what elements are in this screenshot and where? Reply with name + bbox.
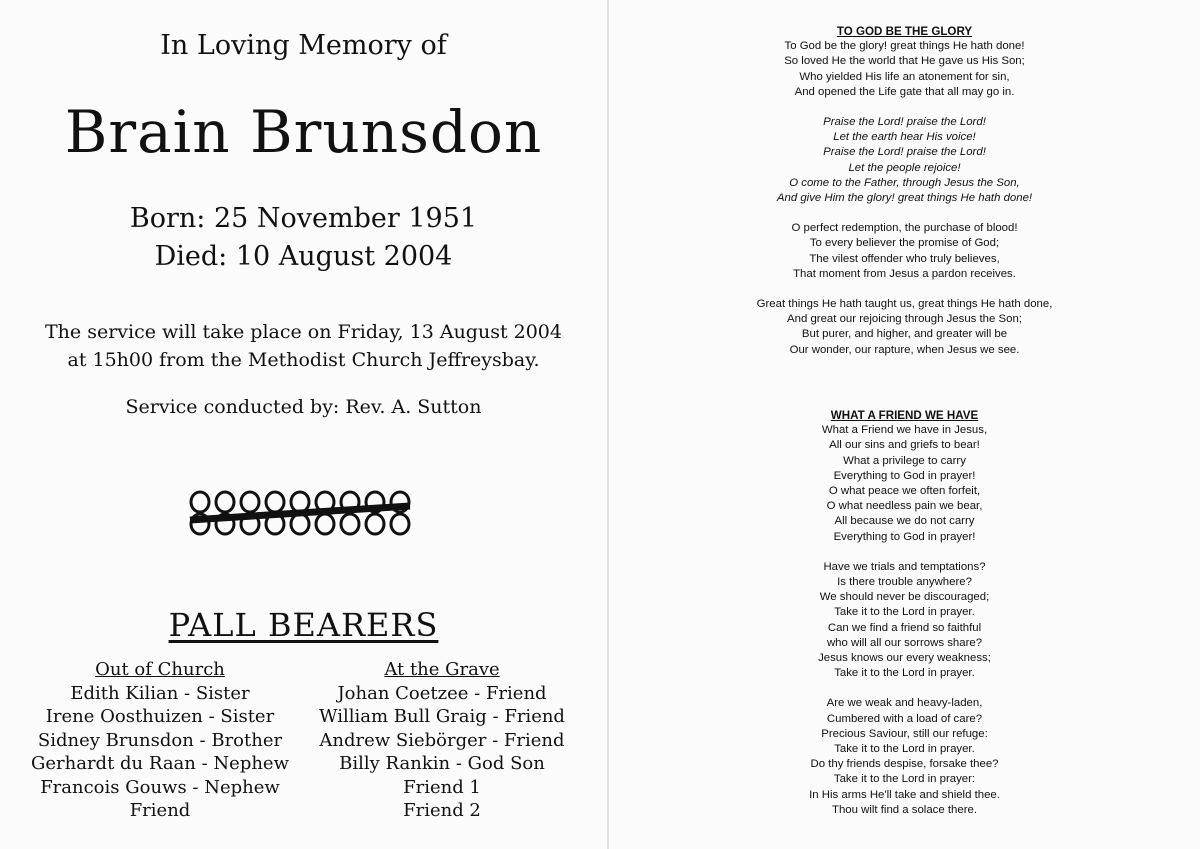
service-details — [0, 318, 607, 374]
pall-bearer-row: Friend 1 — [403, 776, 481, 798]
hymn-line: Is there trouble anywhere? — [837, 576, 972, 589]
hymn-line: The vilest offender who truly believes, — [809, 252, 1000, 265]
hymn-verse — [609, 221, 1200, 282]
hymn-verse — [609, 297, 1200, 358]
pall-bearer-row: Irene Oosthuizen - Sister — [45, 706, 275, 727]
hymn-verse — [609, 696, 1200, 818]
hymn-line: Everything to God in prayer! — [833, 469, 976, 482]
pall-bearer-row: Francois Gouws - Nephew — [40, 776, 280, 798]
hymn-line: Do thy friends despise, forsake thee? — [810, 758, 999, 771]
hymn-line: To God be the glory! great things He hath done! — [784, 40, 1025, 53]
hymn-line: O what needless pain we bear, — [826, 500, 983, 513]
hymn-line: Cumbered with a load of care? — [826, 712, 983, 725]
hymn-line: That moment from Jesus a pardon receives. — [793, 267, 1016, 280]
hymn-line: Take it to the Lord in prayer. — [834, 606, 975, 619]
hymn-line: Our wonder, our rapture, when Jesus we see. — [789, 343, 1020, 356]
out-of-church-column — [20, 658, 300, 823]
service-line-2: at 15h00 from the Methodist Church Jeffreysbay. — [67, 349, 540, 371]
hymn-line: And great our rejoicing through Jesus the Son; — [787, 313, 1022, 326]
pall-bearers-title: PALL BEARERS — [168, 606, 439, 644]
hymn-line: And give Him the glory! great things He hath done! — [776, 192, 1033, 205]
hymn-verse — [609, 560, 1200, 682]
hymn-line: What a Friend we have in Jesus, — [821, 424, 988, 437]
hymn-line: All our sins and griefs to bear! — [829, 439, 980, 452]
hymn-line: What a privilege to carry — [843, 454, 966, 467]
pall-bearer-row: William Bull Graig - Friend — [319, 706, 565, 727]
hymn-line: Are we weak and heavy-laden, — [826, 697, 983, 710]
right-page — [609, 0, 1200, 849]
at-the-grave-column — [302, 658, 582, 823]
hymn-verse — [609, 423, 1200, 545]
pall-bearer-row: Friend — [129, 800, 191, 821]
at-the-grave-heading: At the Grave — [384, 659, 500, 680]
hymn-line: Take it to the Lord in prayer: — [833, 773, 976, 786]
pall-bearer-row: Edith Kilian - Sister — [70, 682, 250, 704]
hymn-line: Take it to the Lord in prayer. — [834, 743, 975, 756]
in-loving-memory-line: In Loving Memory of — [160, 30, 447, 61]
pall-bearer-row: Johan Coetzee - Friend — [337, 682, 547, 704]
hymn-line: All because we do not carry — [834, 515, 975, 528]
life-dates — [0, 200, 607, 276]
hymn-line: Jesus knows our every weakness; — [818, 652, 991, 665]
hymn-line: Precious Saviour, still our refuge: — [821, 727, 988, 740]
hymn-line: Let the earth hear His voice! — [833, 131, 976, 144]
hymn-line: Can we find a friend so faithful — [827, 621, 982, 634]
hymn-line: We should never be discouraged; — [819, 591, 990, 604]
hymn-line: In His arms He'll take and shield thee. — [809, 788, 1000, 801]
hymn-to-god-be-the-glory — [609, 24, 1200, 373]
pall-bearer-row: Billy Rankin - God Son — [339, 753, 545, 774]
hymn-title: WHAT A FRIEND WE HAVE — [830, 409, 979, 422]
hymn-line: But purer, and higher, and greater will be — [801, 328, 1008, 341]
hymn-line: Praise the Lord! praise the Lord! — [823, 116, 986, 129]
deceased-name: Brain Brunsdon — [64, 98, 543, 166]
knot-ornament-icon — [186, 486, 414, 540]
hymn-line: O what peace we often forfeit, — [828, 485, 981, 498]
hymn-line: Let the people rejoice! — [848, 161, 961, 174]
service-line-1: The service will take place on Friday, 13 August 2004 — [45, 321, 562, 343]
hymn-what-a-friend-we-have — [609, 408, 1200, 833]
hymn-verse — [609, 39, 1200, 100]
hymn-line: Thou wilt find a solace there. — [832, 803, 977, 816]
pall-bearer-row: Gerhardt du Raan - Nephew — [30, 753, 289, 774]
hymn-line: To every believer the promise of God; — [809, 237, 1000, 250]
hymn-line: O perfect redemption, the purchase of blood! — [791, 222, 1018, 235]
service-conducted-by: Service conducted by: Rev. A. Sutton — [125, 396, 482, 418]
hymn-line: who will all our sorrows share? — [826, 636, 983, 649]
hymn-line: Praise the Lord! praise the Lord! — [823, 146, 986, 159]
born-date: Born: 25 November 1951 — [129, 203, 478, 234]
pall-bearer-row: Sidney Brunsdon - Brother — [37, 729, 283, 751]
out-of-church-heading: Out of Church — [95, 659, 225, 680]
hymn-line: O come to the Father, through Jesus the Son, — [789, 176, 1020, 189]
hymn-line: Who yielded His life an atonement for sin, — [799, 70, 1010, 83]
pall-bearer-row: Friend 2 — [403, 800, 481, 821]
pall-bearer-row: Andrew Siebörger - Friend — [319, 729, 565, 751]
hymn-line: And opened the Life gate that all may go in. — [794, 85, 1015, 98]
hymn-line: Take it to the Lord in prayer. — [834, 667, 975, 680]
hymn-chorus — [609, 115, 1200, 206]
hymn-line: So loved He the world that He gave us His Son; — [784, 55, 1025, 68]
hymn-title: TO GOD BE THE GLORY — [836, 25, 973, 38]
hymn-line: Everything to God in prayer! — [833, 530, 976, 543]
died-date: Died: 10 August 2004 — [154, 241, 453, 272]
hymn-line: Have we trials and temptations? — [823, 560, 986, 573]
hymn-line: Great things He hath taught us, great things He hath done, — [756, 298, 1053, 311]
